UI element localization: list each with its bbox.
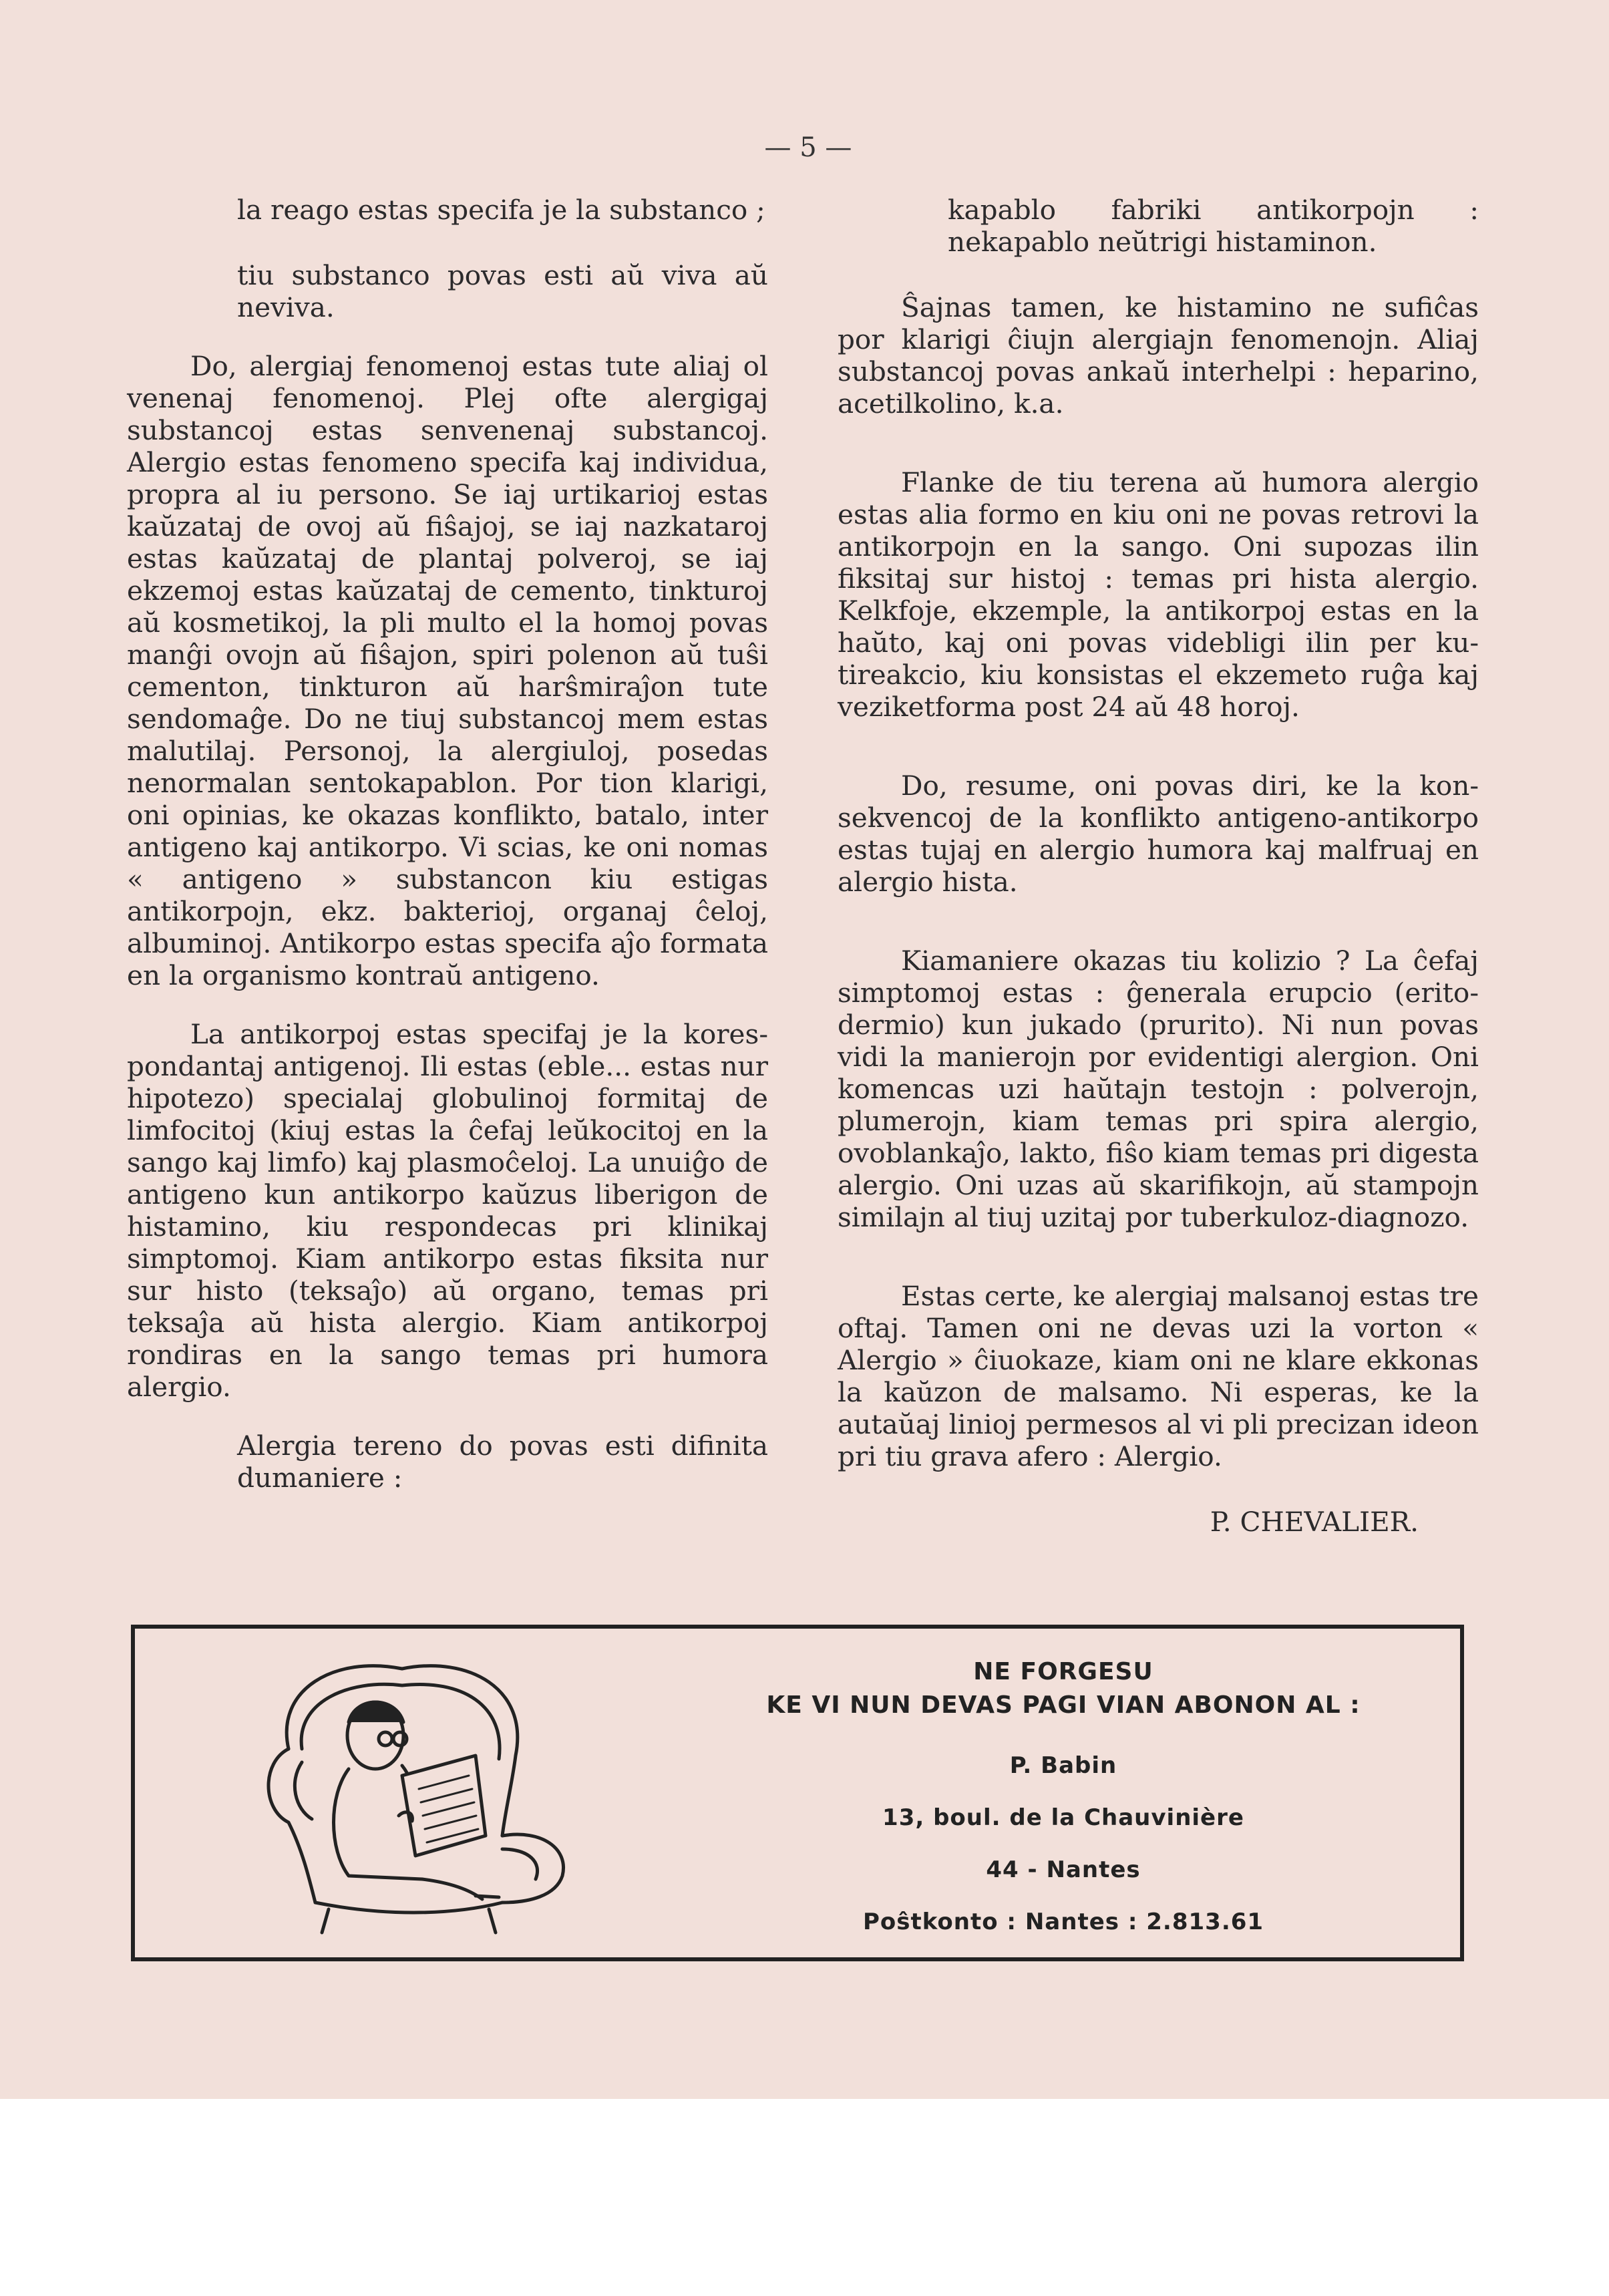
notice-postal-account: Poŝtkonto : Nantes : 2.813.61 xyxy=(862,1909,1264,1935)
right-paragraph-3: Flanke de tiu terena aŭ humora alergio estas alia formo en kiu oni ne povas retrovi la antikorpojn en la sango. Oni supozas ilin fiksitaj sur histoj : temas pri hista alergio. Kelkfoje, ekzemple, la antikorpoj estas en la haŭto, kaj oni povas videbligi ilin per kutireakcio, kiu konsistas el ekzemeto ruĝa kaj veziketforma post 24 aŭ 48 horoj. xyxy=(838,466,1479,723)
notice-subtitle: KE VI NUN DEVAS PAGI VIAN ABONON AL : xyxy=(766,1691,1361,1719)
right-paragraph-5: Kiamaniere okazas tiu kolizio ? La ĉefaj simptomoj estas : ĝenerala erupcio (eritodermio) kun jukado (prurito). Ni nun povas vidi la manierojn por evidentigi alergion. Oni komencas uzi haŭtajn testojn : polverojn, plumerojn, kiam temas pri spira alergio, ovoblankaĵo, lakto, fiŝo kiam temas pri digesta alergio. Oni uzas aŭ skarifikojn, aŭ stampojn similajn al tiuj uzitaj por tuberkuloz-diagnozo. xyxy=(838,945,1479,1233)
author-signature: P. CHEVALIER. xyxy=(1210,1506,1419,1538)
left-paragraph-2: tiu substanco povas esti aŭ viva aŭ neviva. xyxy=(237,259,768,323)
left-paragraph-3: Do, alergiaj fenomenoj estas tute aliaj ol venenaj fenomenoj. Plej ofte alergigaj substancoj estas senvenenaj substancoj. Alergio estas fenomeno specifa kaj individua, propra al iu persono. Se iaj urtikarioj estas kaŭzataj de ovoj aŭ fiŝajoj, se iaj nazkataroj estas kaŭzataj de plantaj polveroj, se iaj ekzemoj estas kaŭzataj de cemento, tinkturoj aŭ kosmetikoj, la pli multo el la homoj povas manĝi ovojn aŭ fiŝajon, spiri polenon aŭ tuŝi cementon, tinkturon aŭ harŝmiraĵon tute sendomaĝe. Do ne tiuj substancoj mem estas malutilaj. Personoj, la alergiuloj, posedas nenormalan sentokapablon. Por tion klarigi, oni opinias, ke okazas konflikto, batalo, inter antigeno kaj antikorpo. Vi scias, ke oni nomas « antigeno » substancon kiu estigas antikorpojn, ekz. bakterioj, organaj ĉeloj, albuminoj. Antikorpo estas specifa aĵo formata en la organismo kontraŭ antigeno. xyxy=(127,350,768,991)
left-column xyxy=(127,194,768,1494)
right-paragraph-2: Ŝajnas tamen, ke histamino ne sufiĉas por klarigi ĉiujn alergiajn fenomenojn. Aliaj substancoj povas ankaŭ interhelpi : heparino, acetilkolino, k.a. xyxy=(838,291,1479,420)
right-paragraph-4: Do, resume, oni povas diri, ke la konsekvencoj de la konflikto antigeno-antikorpo estas tujaj en alergio humora kaj malfruaj en alergio hista. xyxy=(838,770,1479,898)
page-number: — 5 — xyxy=(764,132,852,163)
left-paragraph-1: la reago estas specifa je la substanco ; xyxy=(237,194,765,226)
right-paragraph-6: Estas certe, ke alergiaj malsanoj estas tre oftaj. Tamen oni ne devas uzi la vorton « Alergio » ĉiuokaze, kiam oni ne klare ekkonas la kaŭzon de malsamo. Ni esperas, ke la autaŭaj linioj permesos al vi pli precizan ideon pri tiu grava afero : Alergio. xyxy=(838,1280,1479,1472)
left-paragraph-5: Alergia tereno do povas esti difinita dumaniere : xyxy=(237,1430,768,1494)
left-paragraph-4: La antikorpoj estas specifaj je la korespondantaj antigenoj. Ili estas (eble... estas nur hipotezo) specialaj globulinoj formitaj de limfocitoj (kiuj estas la ĉefaj leŭkocitoj en la sango kaj limfo) kaj plasmoĉeloj. La unuiĝo de antigeno kun antikorpo kaŭzus liberigon de histamino, kiu respondecas pri klinikaj simptomoj. Kiam antikorpo estas fiksita nur sur histo (teksaĵo) aŭ organo, temas pri teksaĵa aŭ hista alergio. Kiam antikorpoj rondiras en la sango temas pri humora alergio. xyxy=(127,1018,768,1403)
notice-city: 44 - Nantes xyxy=(986,1856,1141,1883)
reader-in-armchair-illustration xyxy=(248,1649,596,1943)
notice-title: NE FORGESU xyxy=(973,1658,1153,1685)
right-paragraph-1: kapablo fabriki antikorpojn : nekapablo neŭtrigi histaminon. xyxy=(948,194,1479,258)
subscription-notice-box xyxy=(131,1625,1464,1961)
notice-street-address: 13, boul. de la Chauvinière xyxy=(882,1804,1244,1831)
right-column xyxy=(838,194,1479,1538)
notice-recipient-name: P. Babin xyxy=(1009,1752,1117,1779)
notice-text-block xyxy=(669,1655,1457,1957)
